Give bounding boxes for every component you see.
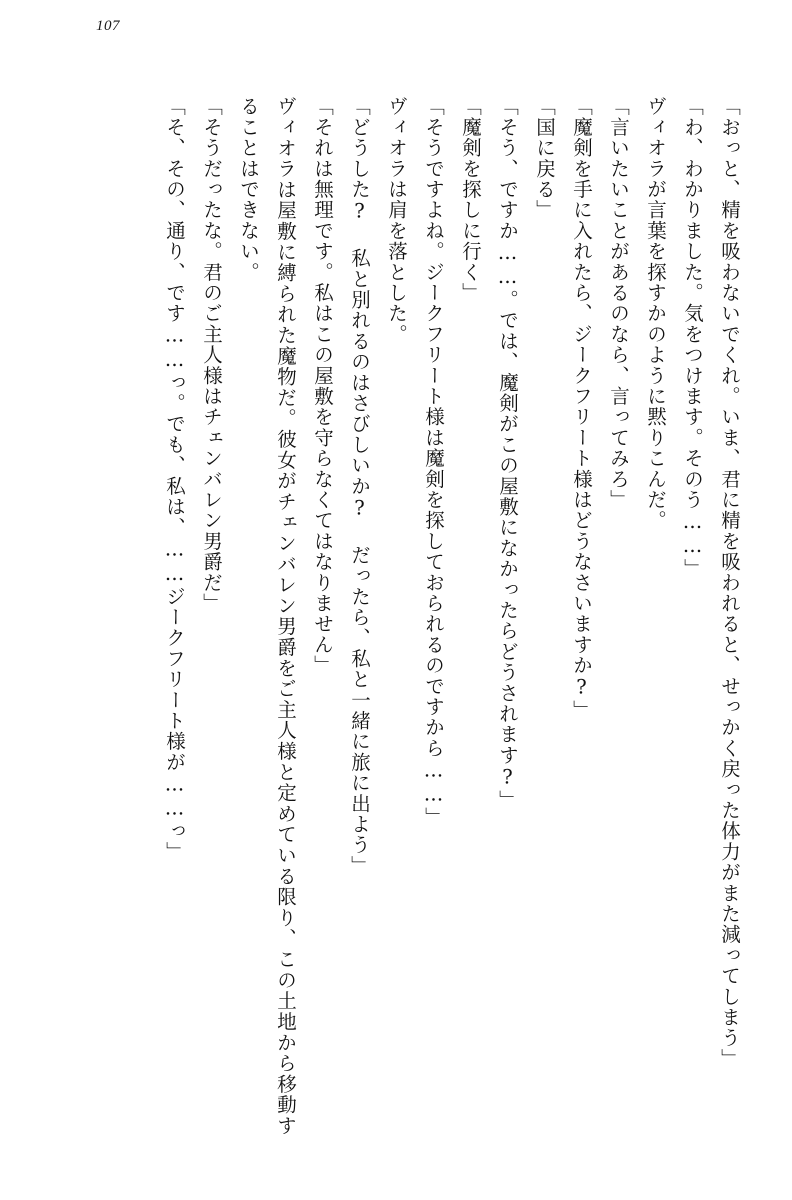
paragraph: 「魔剣を手に入れたら、ジークフリート様はどうなさいますか?」 bbox=[570, 96, 593, 721]
paragraph: ヴィオラは屋敷に縛られた魔物だ。彼女がチェンバレン男爵をご主人様と定めている限り、この土地から移動することはできない。 bbox=[237, 96, 297, 1136]
paragraph: 「そ、その、通り、です……っ。でも、私は、……ジークフリート様が……っ」 bbox=[163, 96, 186, 863]
paragraph: 「それは無理です。私はこの屋敷を守らなくてはなりません」 bbox=[311, 96, 334, 676]
paragraph: ヴィオラは肩を落とした。 bbox=[385, 96, 408, 345]
page-number: 107 bbox=[96, 18, 120, 34]
paragraph: 「そうですよね。ジークフリート様は魔剣を探しておられるのですから……」 bbox=[422, 96, 445, 828]
paragraph: 「言いたいことがあるのなら、言ってみろ」 bbox=[607, 96, 630, 510]
paragraph: 「おっと、精を吸わないでくれ。いま、君に精を吸われると、せっかく戻った体力がまた減ってしまう」 bbox=[718, 96, 741, 1069]
paragraph: 「どうした? 私と別れるのはさびしいか? だったら、私と一緒に旅に出よう」 bbox=[348, 96, 371, 876]
page-text-body bbox=[44, 96, 748, 1136]
paragraph: 「そう、ですか……。では、魔剣がこの屋敷になかったらどうされます?」 bbox=[496, 96, 519, 811]
paragraph: ヴィオラが言葉を探すかのように黙りこんだ。 bbox=[644, 96, 667, 531]
paragraph: 「国に戻る」 bbox=[533, 96, 556, 221]
paragraph: 「魔剣を探しに行く」 bbox=[459, 96, 482, 303]
paragraph: 「そうだったな。君のご主人様はチェンバレン男爵だ」 bbox=[200, 96, 223, 614]
paragraph: 「わ、わかりました。気をつけます。そのう……」 bbox=[681, 96, 704, 580]
